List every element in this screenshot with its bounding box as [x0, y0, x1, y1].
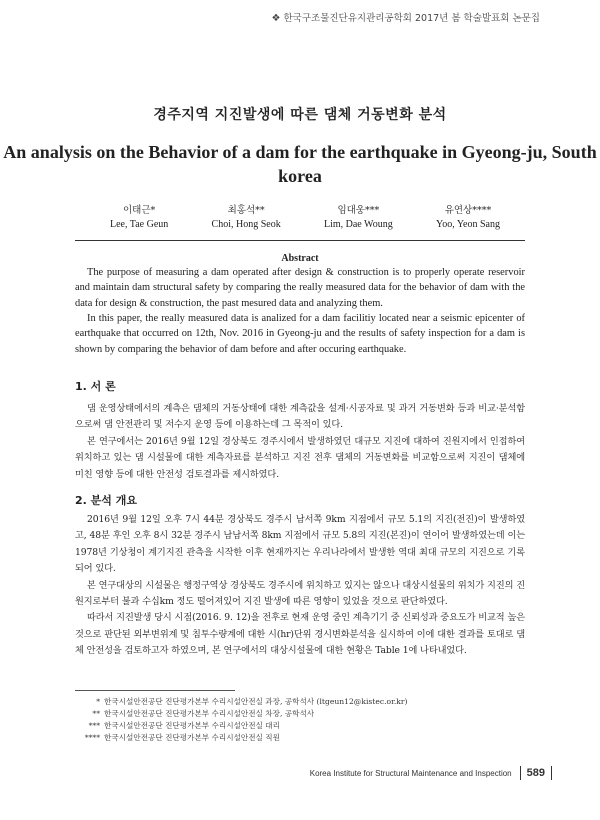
author-name-english: Yoo, Yeon Sang — [435, 219, 500, 230]
footnote-mark: *** — [88, 721, 100, 730]
body-paragraph: 따라서 지진발생 당시 시점(2016. 9. 12)을 전후로 현재 운영 중인 계측기기 중 신뢰성과 중요도가 비교적 높은 것으로 판단된 외부변위계 및 침투수량계에 대한 시(hr)단위 경시변화분석을 실시하여 이에 대한 결과를 토대로 댐체 안전성을 검토하고자 하였으며, 본 연구에서의 대상시설물에 대한 현황은 Table 1에 나타내었다. — [75, 612, 525, 657]
footnote-divider — [75, 690, 235, 691]
abstract-paragraph-2: In this paper, the really measured data is analized for a dam facilitiy located near a seismic epicenter of earthquake that occurred on 12th, Nov. 2016 in Gyeong-ju and the results of safety inspection for a dam is shown by comparing the behavior of dam before and after occuring earthquake. — [75, 313, 525, 355]
footer-separator — [520, 766, 521, 780]
author-3 — [324, 204, 393, 232]
body-paragraph: 본 연구대상의 시설물은 행정구역상 경상북도 경주시에 위치하고 있지는 않으나 대상시설물의 위치가 지진의 진원지로부터 불과 수십km 정도 떨어져있어 지진 발생에 따른 영향이 있었을 것으로 판단하였다. — [75, 579, 526, 608]
author-name-korean: 임대웅*** — [337, 205, 380, 216]
section-body-overview — [75, 512, 525, 660]
footer-separator — [551, 766, 552, 780]
section-body-introduction — [75, 401, 525, 483]
author-name-english: Choi, Hong Seok — [211, 219, 281, 230]
header-diamond-icon: ❖ — [271, 13, 281, 24]
page-footer — [310, 766, 552, 780]
footnote — [80, 732, 408, 744]
author-name-english: Lim, Dae Woung — [323, 219, 393, 230]
footnote-text: 한국시설안전공단 진단평가본부 수리시설안전실 직원 — [104, 733, 280, 742]
footnote-mark: ** — [92, 709, 100, 718]
title-english: An analysis on the Behavior of a dam for the earthquake in Gyeong-ju, South korea — [3, 142, 597, 186]
abstract-paragraph-1: The purpose of measuring a dam operated after design & construction is to properly operate reservoir and maintain dam structural safety by comparing the really measured data for the behavior of dam with the data for design & construction, the past mesured data and analyzing them. — [75, 267, 525, 309]
author-name-korean: 최홍석** — [227, 205, 265, 216]
title-korean: 경주지역 지진발생에 따른 댐체 거동변화 분석 — [153, 107, 447, 123]
body-paragraph: 댐 운영상태에서의 계측은 댐체의 거동상태에 대한 계측값을 설계·시공자료 및 과거 거동변화 등과 비교·분석함으로써 댐 안전관리 및 저수지 운영 등에 이용하는데 그 목적이 있다. — [75, 403, 525, 431]
footnote — [80, 708, 408, 720]
footnote-text: 한국시설안전공단 진단평가본부 수리시설안전실 차장, 공학석사 — [104, 709, 315, 718]
footnote-text: 한국시설안전공단 진단평가본부 수리시설안전실 대리 — [104, 721, 280, 730]
page-number: 589 — [526, 767, 545, 779]
footnote-mark: * — [96, 697, 100, 706]
footnote-mark: **** — [84, 733, 100, 742]
abstract-heading: Abstract — [281, 253, 319, 264]
footer-institution: Korea Institute for Structural Maintenance and Inspection — [309, 768, 512, 778]
journal-header — [272, 10, 540, 24]
footnote-text: 한국시설안전공단 진단평가본부 수리시설안전실 과장, 공학석사 (ltgeun12@kistec.or.kr) — [104, 697, 408, 706]
footnote — [80, 720, 408, 732]
body-paragraph: 2016년 9월 12일 오후 7시 44분 경상북도 경주시 남서쪽 9km 지점에서 규모 5.1의 지진(전진)이 발생하였고, 48분 후인 오후 8시 32분 경주시 남남서쪽 8km 지점에서 규모 5.8의 지진(본진)이 연이어 발생하였는데 이는 1978년 기상청이 계기지진 관측을 시작한 이후 현재까지는 우리나라에서 발생한 역대 최대 규모의 지진으로 기록되어 있다. — [75, 514, 525, 575]
author-name-english: Lee, Tae Geun — [110, 219, 169, 230]
section-heading-introduction: 1. 서 론 — [75, 380, 116, 393]
author-name-korean: 유연상**** — [444, 205, 492, 216]
author-list — [110, 204, 500, 232]
section-heading-overview: 2. 분석 개요 — [75, 494, 137, 507]
author-2 — [212, 204, 281, 232]
title-divider — [75, 240, 525, 241]
author-4 — [436, 204, 500, 232]
footnotes — [80, 696, 408, 744]
journal-name: 한국구조물진단유지관리공학회 2017년 봄 학술발표회 논문집 — [283, 13, 540, 24]
author-1 — [110, 204, 168, 232]
body-paragraph: 본 연구에서는 2016년 9월 12일 경상북도 경주시에서 발생하였던 대규모 지진에 대하여 진원지에서 인접하여 위치하고 있는 댐 시설물에 대한 계측자료를 분석하고 지진 전후 댐체의 거동변화를 비교함으로써 지진이 댐체에 미친 영향 등에 대한 안전성 검토결과를 제시하였다. — [75, 435, 525, 480]
footnote — [80, 696, 408, 708]
author-name-korean: 이태근* — [122, 205, 156, 216]
